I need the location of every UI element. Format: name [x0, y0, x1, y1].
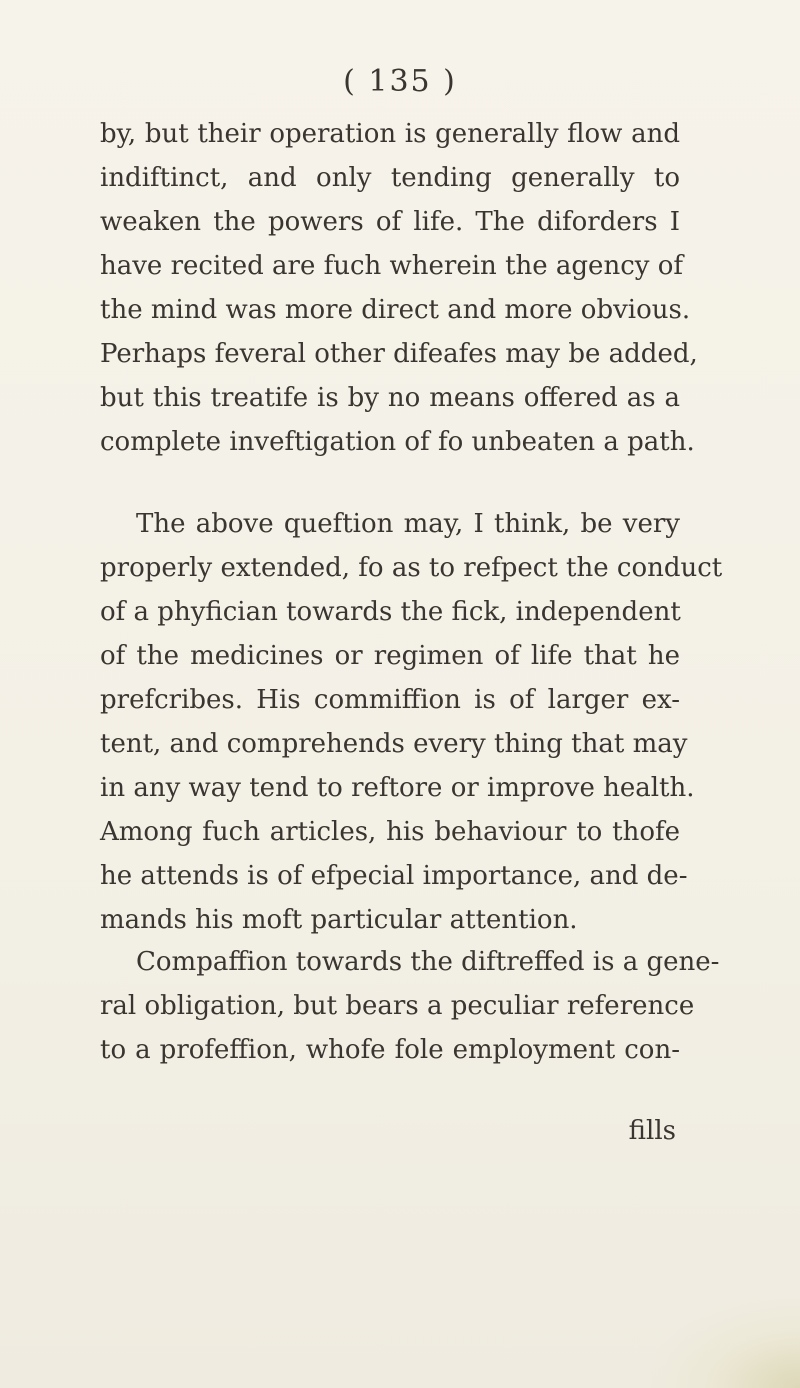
text-line: he attends is of efpecial importance, and de-: [100, 861, 688, 891]
text-line: Compaffion towards the diftreffed is a gene-: [136, 947, 720, 977]
text-line: Among fuch articles, his behaviour to thofe: [100, 817, 680, 847]
text-line: weaken the powers of life. The diforders I: [100, 207, 680, 237]
text-line: have recited are fuch wherein the agency of: [100, 251, 683, 281]
paragraph-3: [100, 940, 720, 1072]
catchword: fills: [628, 1116, 676, 1146]
text-line: of the medicines or regimen of life that he: [100, 641, 680, 671]
text-line: properly extended, fo as to refpect the conduct: [100, 553, 723, 583]
page-number: ( 135 ): [343, 64, 457, 99]
paragraph-2: [100, 502, 723, 942]
text-line: ral obligation, but bears a peculiar reference: [100, 991, 695, 1021]
text-line: tent, and comprehends every thing that may: [100, 729, 688, 759]
text-line: the mind was more direct and more obvious.: [100, 295, 691, 325]
text-line: mands his moft particular attention.: [100, 905, 578, 935]
text-line: The above queftion may, I think, be very: [136, 509, 680, 539]
text-line: Perhaps feveral other difeafes may be added,: [100, 339, 698, 369]
text-line: but this treatife is by no means offered as a: [100, 383, 680, 413]
text-line: complete inveftigation of fo unbeaten a path.: [100, 427, 695, 457]
text-line: prefcribes. His commiffion is of larger ex-: [100, 685, 680, 715]
text-line: to a profeffion, whofe fole employment con-: [100, 1035, 680, 1065]
paragraph-1: [100, 112, 698, 464]
text-line: by, but their operation is generally flow and: [100, 119, 680, 149]
text-line: indiftinct, and only tending generally to: [100, 163, 680, 193]
text-line: of a phyfician towards the fick, independent: [100, 597, 681, 627]
paper-stain: [650, 1298, 800, 1388]
text-line: in any way tend to reftore or improve health.: [100, 773, 695, 803]
